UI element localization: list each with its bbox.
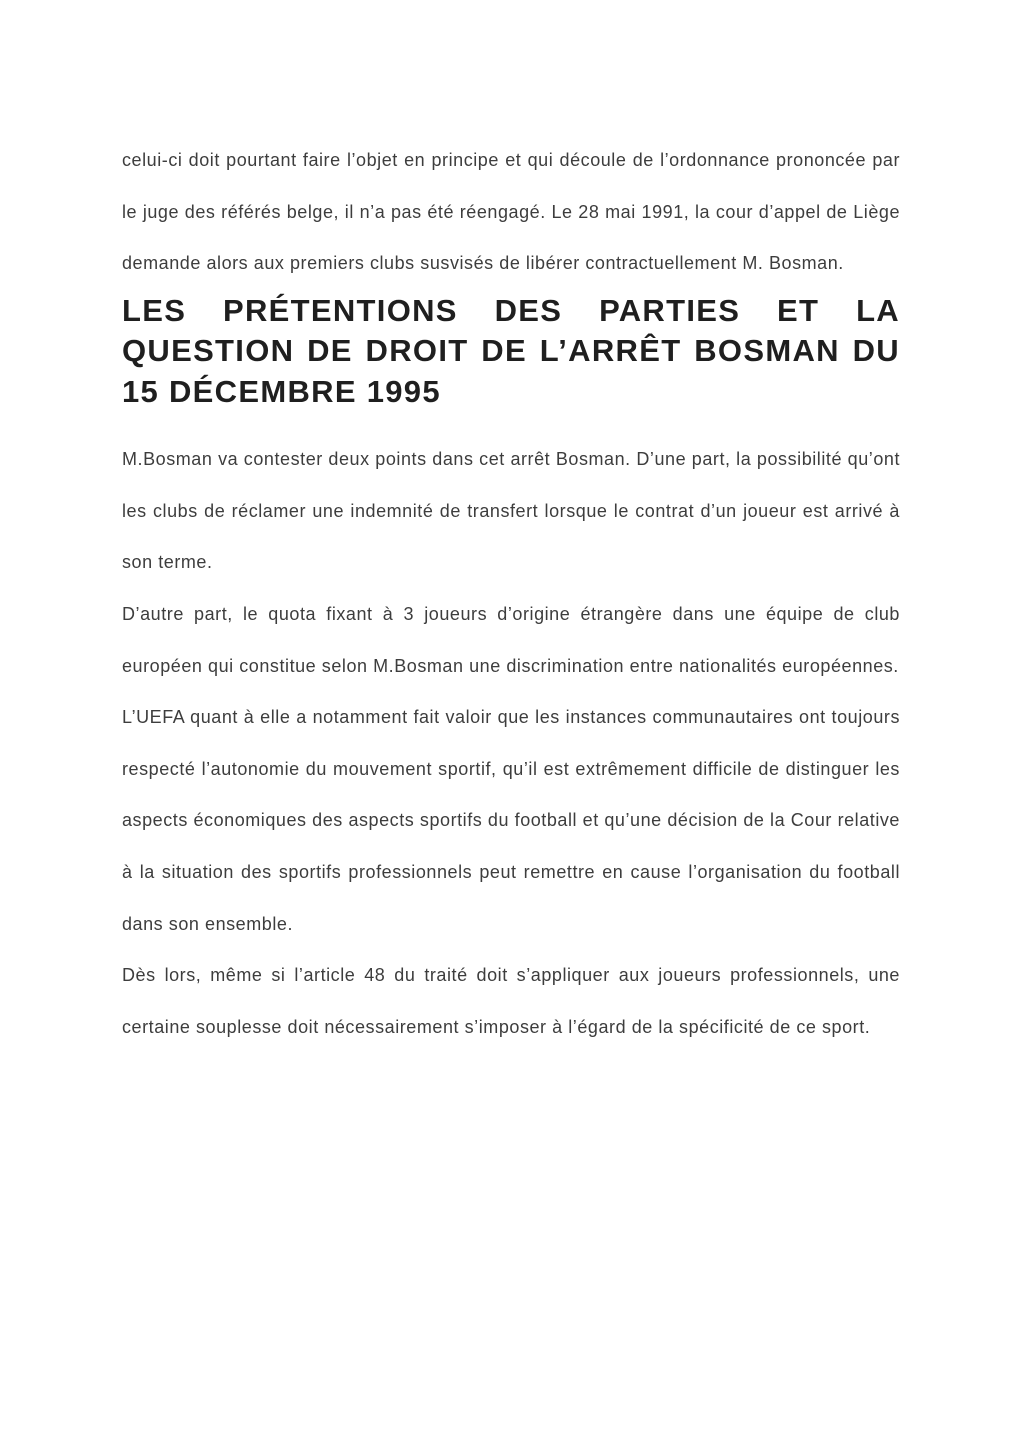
document-page (122, 135, 900, 1053)
paragraph-3: L’UEFA quant à elle a notamment fait valoir que les instances communautaires ont toujours respecté l’autonomie du mouvement sportif, qu’il est extrêmement difficile de distinguer les aspects économiques des aspects sportifs du football et qu’une décision de la Cour relative à la situation des sportifs professionnels peut remettre en cause l’organisation du football dans son ensemble. (122, 707, 900, 934)
paragraph-1: M.Bosman va contester deux points dans cet arrêt Bosman. D’une part, la possibilité qu’ont les clubs de réclamer une indemnité de transfert lorsque le contrat d’un joueur est arrivé à son terme. (122, 449, 900, 573)
section-heading: LES PRÉTENTIONS DES PARTIES ET LA QUESTION DE DROIT DE L’ARRÊT BOSMAN DU 15 DÉCEMBRE 1995 (122, 292, 900, 409)
paragraph-2: D’autre part, le quota fixant à 3 joueurs d’origine étrangère dans une équipe de club européen qui constitue selon M.Bosman une discrimination entre nationalités européennes. (122, 604, 900, 676)
paragraph-4: Dès lors, même si l’article 48 du traité doit s’appliquer aux joueurs professionnels, une certaine souplesse doit nécessairement s’imposer à l’égard de la spécificité de ce sport. (122, 965, 900, 1037)
heading-spacer (122, 412, 900, 434)
paragraph-intro: celui-ci doit pourtant faire l’objet en principe et qui découle de l’ordonnance prononcée par le juge des référés belge, il n’a pas été réengagé. Le 28 mai 1991, la cour d’appel de Liège demande alors aux premiers clubs susvisés de libérer contractuellement M. Bosman. (122, 150, 900, 274)
